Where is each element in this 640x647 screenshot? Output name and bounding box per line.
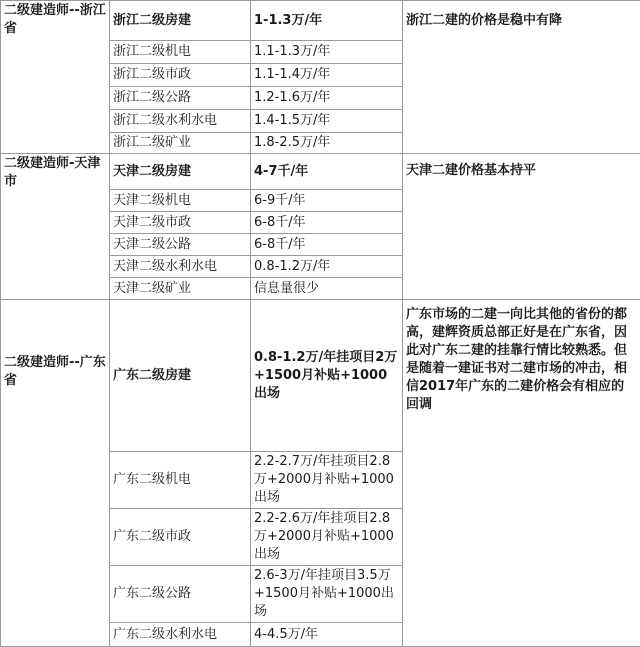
item-cell: 浙江二级市政 (110, 64, 251, 87)
price-cell: 2.2-2.7万/年挂项目2.8万+2000月补贴+1000出场 (251, 452, 403, 509)
price-cell: 6-9千/年 (251, 190, 403, 212)
price-cell: 1.1-1.3万/年 (251, 41, 403, 64)
price-cell: 6-8千/年 (251, 234, 403, 256)
note-cell: 广东市场的二建一向比其他的省份的都高，建辉资质总部正好是在广东省，因此对广东二建的挂靠行情比较熟悉。但是随着一建证书对二建市场的冲击，相信2017年广东的二建价格会有相应的回调 (403, 300, 640, 647)
note-cell: 天津二建价格基本持平 (403, 154, 640, 300)
item-cell: 天津二级市政 (110, 212, 251, 234)
price-cell: 6-8千/年 (251, 212, 403, 234)
item-cell: 浙江二级房建 (110, 1, 251, 41)
item-cell: 天津二级矿业 (110, 278, 251, 300)
note-cell: 浙江二建的价格是稳中有降 (403, 1, 640, 154)
table-row (1, 300, 640, 452)
category-cell: 二级建造师--浙江省 (1, 1, 110, 154)
item-cell: 天津二级公路 (110, 234, 251, 256)
item-cell: 广东二级水利水电 (110, 623, 251, 647)
item-cell: 浙江二级机电 (110, 41, 251, 64)
price-cell: 1.1-1.4万/年 (251, 64, 403, 87)
price-cell: 信息量很少 (251, 278, 403, 300)
item-cell: 广东二级机电 (110, 452, 251, 509)
table-row (1, 1, 640, 41)
price-cell: 2.6-3万/年挂项目3.5万+1500月补贴+1000出场 (251, 566, 403, 623)
price-cell: 1.8-2.5万/年 (251, 133, 403, 154)
price-cell: 2.2-2.6万/年挂项目2.8万+2000月补贴+1000出场 (251, 509, 403, 566)
item-cell: 广东二级房建 (110, 300, 251, 452)
item-cell: 天津二级房建 (110, 154, 251, 190)
item-cell: 广东二级公路 (110, 566, 251, 623)
price-cell: 1-1.3万/年 (251, 1, 403, 41)
item-cell: 天津二级水利水电 (110, 256, 251, 278)
category-cell: 二级建造师-天津市 (1, 154, 110, 300)
category-cell: 二级建造师--广东省 (1, 300, 110, 647)
price-cell: 0.8-1.2万/年 (251, 256, 403, 278)
price-cell: 4-7千/年 (251, 154, 403, 190)
item-cell: 浙江二级水利水电 (110, 110, 251, 133)
price-cell: 1.4-1.5万/年 (251, 110, 403, 133)
price-cell: 0.8-1.2万/年挂项目2万+1500月补贴+1000出场 (251, 300, 403, 452)
price-cell: 1.2-1.6万/年 (251, 87, 403, 110)
item-cell: 天津二级机电 (110, 190, 251, 212)
table-row (1, 154, 640, 190)
item-cell: 广东二级市政 (110, 509, 251, 566)
item-cell: 浙江二级矿业 (110, 133, 251, 154)
price-cell: 4-4.5万/年 (251, 623, 403, 647)
item-cell: 浙江二级公路 (110, 87, 251, 110)
